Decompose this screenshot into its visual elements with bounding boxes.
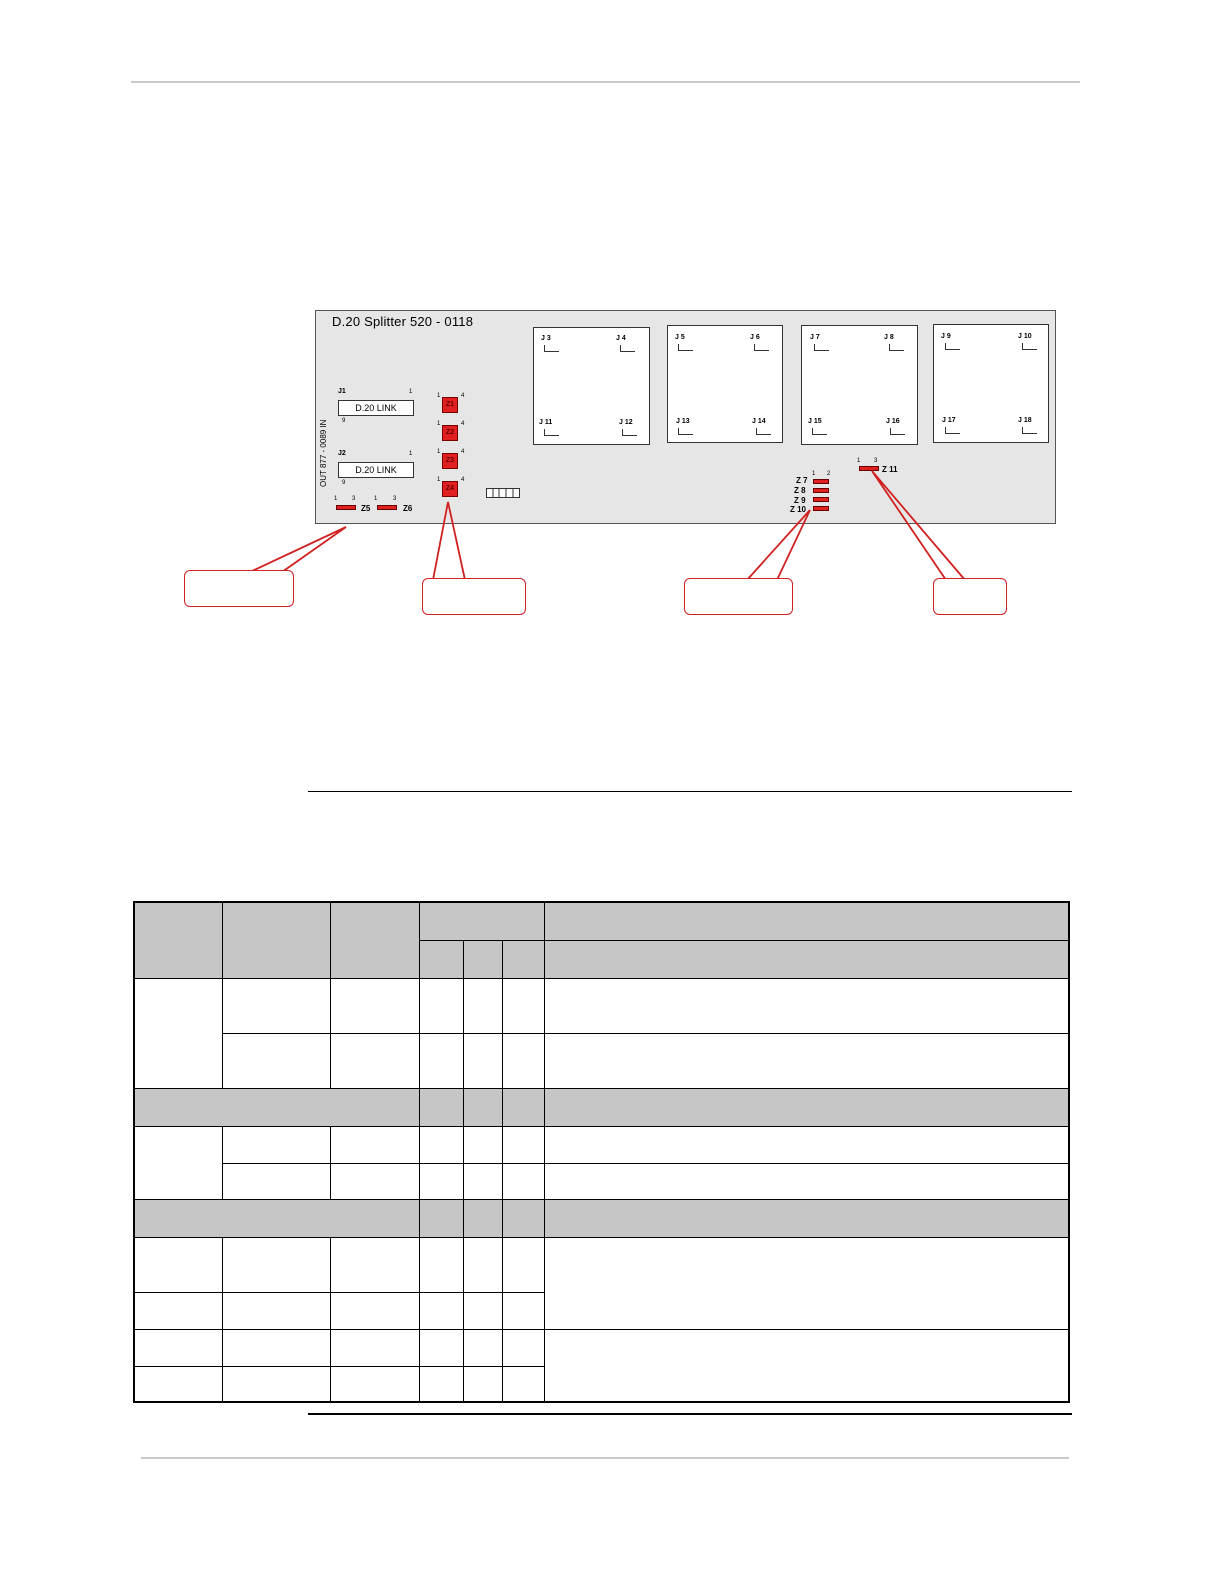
- table-cell: [544, 1126, 1069, 1163]
- table-cell: [463, 1329, 502, 1366]
- table-cell: [222, 1126, 330, 1163]
- z3-pin-b: 4: [461, 449, 465, 455]
- page-footer-rule: [141, 1457, 1069, 1459]
- z4-pin-a: 1: [437, 477, 441, 483]
- table-header-cell: [544, 902, 1069, 940]
- table-group-cell: [544, 1199, 1069, 1237]
- table-cell: [544, 1163, 1069, 1199]
- table-group-cell: [502, 1088, 544, 1126]
- table-header-cell: [463, 940, 502, 978]
- table-cell: [330, 1292, 419, 1329]
- table-cell: [544, 1329, 1069, 1402]
- table-cell: [502, 1126, 544, 1163]
- table-cell: [419, 1126, 463, 1163]
- z1-pin-a: 1: [437, 393, 441, 399]
- z11-label: Z 11: [882, 465, 898, 474]
- z2-pin-a: 1: [437, 421, 441, 427]
- table-cell: [222, 978, 330, 1033]
- table-cell: [330, 1329, 419, 1366]
- table-cell: [463, 1237, 502, 1292]
- table-group-cell: [463, 1199, 502, 1237]
- table-group-cell: [419, 1199, 463, 1237]
- jack-j2-link-box: D.20 LINK: [338, 462, 414, 478]
- table-cell: [419, 1163, 463, 1199]
- jack-j2-pin-last: 9: [342, 480, 346, 486]
- table-cell: [330, 1126, 419, 1163]
- table-cell: [222, 1292, 330, 1329]
- table-header-cell: [330, 902, 419, 978]
- table-cell: [544, 1033, 1069, 1088]
- z6-pin-a: 1: [374, 496, 378, 502]
- jack-j1-label: J1: [338, 388, 346, 395]
- table-row: [134, 1237, 1069, 1292]
- z5-pin-a: 1: [334, 496, 338, 502]
- jack-j4-label: J 4: [616, 335, 626, 342]
- jack-j1-pin-last: 9: [342, 418, 346, 424]
- table-header-cell: [544, 940, 1069, 978]
- table-cell: [222, 1163, 330, 1199]
- jack-j13-label: J 13: [676, 418, 690, 425]
- callout-z11: [933, 578, 1007, 615]
- jack-j16-label: J 16: [886, 418, 900, 425]
- table-group-cell: [134, 1088, 419, 1126]
- table-cell: [419, 1366, 463, 1402]
- z11-pin-a: 1: [857, 458, 861, 464]
- callout-leaders: [0, 0, 1224, 640]
- table-row: [134, 1126, 1069, 1163]
- z7-z10-pin-b: 2: [827, 471, 831, 477]
- z4-jumper: Z4: [442, 481, 458, 497]
- jack-j12-label: J 12: [619, 419, 633, 426]
- z8-label: Z 8: [794, 486, 806, 495]
- table-cell: [463, 978, 502, 1033]
- table-group-cell: [419, 1088, 463, 1126]
- z1-jumper: Z1: [442, 397, 458, 413]
- table-header-cell: [419, 940, 463, 978]
- z6-label: Z6: [403, 504, 413, 513]
- z5-pin-b: 3: [352, 496, 356, 502]
- jack-j17-label: J 17: [942, 417, 956, 424]
- table-cell: [502, 1366, 544, 1402]
- jack-j2-label: J2: [338, 450, 346, 457]
- table-group-row: [134, 1199, 1069, 1237]
- table-cell: [502, 1292, 544, 1329]
- table-cell: [330, 1033, 419, 1088]
- jumper-settings-table: [133, 901, 1070, 1403]
- z3-jumper: Z3: [442, 453, 458, 469]
- table-header-cell: [134, 902, 222, 978]
- jack-j6-label: J 6: [750, 334, 760, 341]
- table-cell: [419, 1292, 463, 1329]
- z5-label: Z5: [361, 504, 371, 513]
- table-cell: [463, 1366, 502, 1402]
- table-group-cell: [544, 1088, 1069, 1126]
- table-cell: [330, 1163, 419, 1199]
- table-cell: [419, 978, 463, 1033]
- table-cell: [463, 1163, 502, 1199]
- jack-j10-label: J 10: [1018, 333, 1032, 340]
- table-cell: [419, 1033, 463, 1088]
- table-cell: [544, 978, 1069, 1033]
- jack-j14-label: J 14: [752, 418, 766, 425]
- board-side-text: OUT 877 - 0089 IN: [319, 419, 328, 487]
- table-cell: [502, 1237, 544, 1292]
- jack-j18-label: J 18: [1018, 417, 1032, 424]
- table-cell: [502, 1163, 544, 1199]
- table-cell: [134, 1126, 222, 1199]
- table-header-cell: [222, 902, 330, 978]
- table-header-cell: [502, 940, 544, 978]
- table-cell: [222, 1329, 330, 1366]
- jack-j9-label: J 9: [941, 333, 951, 340]
- section-rule: [308, 791, 1072, 792]
- jack-j8-label: J 8: [884, 334, 894, 341]
- table-cell: [222, 1366, 330, 1402]
- z4-pin-b: 4: [461, 477, 465, 483]
- section-rule-bottom: [308, 1413, 1072, 1415]
- table-cell: [502, 978, 544, 1033]
- table-group-cell: [463, 1088, 502, 1126]
- jack-j5-label: J 5: [675, 334, 685, 341]
- table-cell: [544, 1237, 1069, 1329]
- z1-pin-b: 4: [461, 393, 465, 399]
- z7-z10-pin-a: 1: [812, 471, 816, 477]
- table-cell: [463, 1033, 502, 1088]
- z11-pin-b: 3: [874, 458, 878, 464]
- table-row: [134, 978, 1069, 1033]
- table-cell: [419, 1329, 463, 1366]
- table-cell: [134, 1366, 222, 1402]
- table-group-cell: [502, 1199, 544, 1237]
- z6-pin-b: 3: [393, 496, 397, 502]
- table-cell: [330, 1237, 419, 1292]
- table-group-row: [134, 1088, 1069, 1126]
- table-cell: [463, 1292, 502, 1329]
- jack-j2-pin-first: 1: [409, 451, 413, 457]
- table-cell: [222, 1237, 330, 1292]
- jack-j7-label: J 7: [810, 334, 820, 341]
- jack-j11-label: J 11: [539, 419, 553, 426]
- table-header-row: [134, 902, 1069, 940]
- z10-label: Z 10: [790, 505, 807, 514]
- table-cell: [463, 1126, 502, 1163]
- table-cell: [502, 1033, 544, 1088]
- board-title: D.20 Splitter 520 - 0118: [332, 314, 474, 329]
- jack-j1-link-box: D.20 LINK: [338, 400, 414, 416]
- table-row: [134, 1329, 1069, 1366]
- table-cell: [134, 978, 222, 1088]
- table-cell: [502, 1329, 544, 1366]
- z9-label: Z 9: [794, 496, 806, 505]
- table-cell: [330, 978, 419, 1033]
- z7-label: Z 7: [796, 476, 808, 485]
- table-cell: [134, 1292, 222, 1329]
- callout-z1-z4: [422, 578, 526, 615]
- table-cell: [222, 1033, 330, 1088]
- table-row: [134, 1033, 1069, 1088]
- z2-pin-b: 4: [461, 421, 465, 427]
- table-row: [134, 1163, 1069, 1199]
- jack-j1-pin-first: 1: [409, 389, 413, 395]
- callout-z7-z10: [684, 578, 793, 615]
- callout-z5-z6: [184, 570, 294, 607]
- z3-pin-a: 1: [437, 449, 441, 455]
- table-cell: [134, 1329, 222, 1366]
- table-cell: [419, 1237, 463, 1292]
- table-header-cell: [419, 902, 544, 940]
- z2-jumper: Z2: [442, 425, 458, 441]
- table-cell: [134, 1237, 222, 1292]
- jack-j15-label: J 15: [808, 418, 822, 425]
- table-cell: [330, 1366, 419, 1402]
- jack-j3-label: J 3: [541, 335, 551, 342]
- table-group-cell: [134, 1199, 419, 1237]
